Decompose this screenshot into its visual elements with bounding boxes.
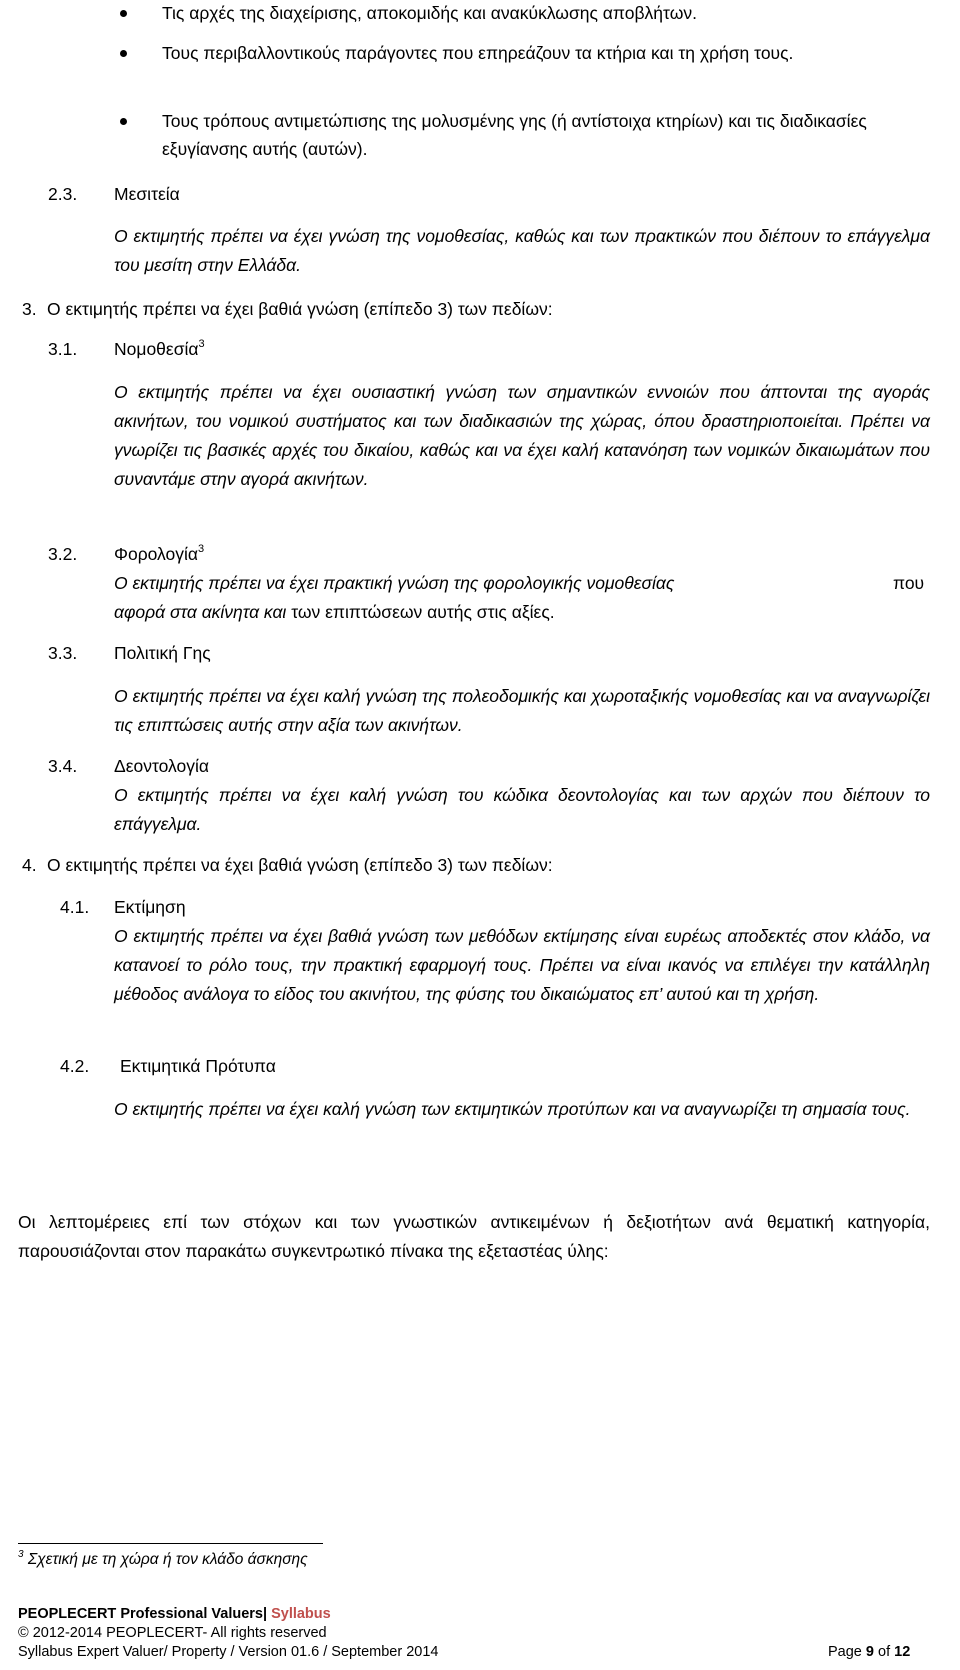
section-title: Μεσιτεία (114, 184, 180, 204)
section-title: Εκτίμηση (114, 897, 186, 917)
footer-copyright: © 2012-2014 PEOPLECERT- All rights reserved (18, 1625, 327, 1641)
bullet-icon (120, 118, 127, 125)
section-title: Νομοθεσία$^3$ (114, 338, 205, 359)
section-body: Ο εκτιμητής πρέπει να έχει καλή γνώση του κώδικα δεοντολογίας και των αρχών που διέπουν το επάγγελμα. (114, 785, 930, 834)
section-body-line: Ο εκτιμητής πρέπει να έχει πρακτική γνώση της φορολογικής νομοθεσίας (114, 573, 675, 593)
section-body: Ο εκτιμητής πρέπει να έχει βαθιά γνώση των μεθόδων εκτίμησης είναι ευρέως αποδεκτές στον κλάδο, να κατανοεί το ρόλο τους, την πρακτική εφαρμογή τους. Πρέπει να είναι ικανός να επιλέγει την κατάλληλη μέθοδος ανάλογα το είδος του ακινήτου, της φύσης του δικαιώματος επ’ αυτού και τη χρήση. (114, 926, 930, 1004)
section-body-line: αφορά στα ακίνητα και των επιπτώσεων αυτής στις αξίες. (114, 602, 555, 622)
footnote: $^3$ Σχετική με τη χώρα ή τον κλάδο άσκησης (18, 1548, 308, 1568)
bullet-icon (120, 10, 127, 17)
footer-brand-line: PEOPLECERT Professional Valuers| Syllabus (18, 1606, 331, 1622)
footnote-separator (18, 1543, 323, 1544)
section-title: Ο εκτιμητής πρέπει να έχει βαθιά γνώση (επίπεδο 3) των πεδίων: (47, 855, 553, 875)
section-title: Εκτιμητικά Πρότυπα (120, 1056, 276, 1076)
bullet-item: Τους τρόπους αντιμετώπισης της μολυσμένης γης (ή αντίστοιχα κτηρίων) και τις διαδικασίες εξυγίανσης αυτής (αυτών). (162, 111, 867, 159)
bullet-icon (120, 50, 127, 57)
footnote-ref: 3 (198, 543, 205, 556)
section-number: 2.3. (48, 184, 78, 204)
footer-doc-info: Syllabus Expert Valuer/ Property / Version 01.6 / September 2014 (18, 1644, 439, 1660)
section-body: Ο εκτιμητής πρέπει να έχει καλή γνώση των εκτιμητικών προτύπων και να αναγνωρίζει τη σημασία τους. (114, 1099, 911, 1119)
section-body-line-end: που (893, 573, 925, 593)
section-number: 4.1. (60, 897, 90, 917)
section-body: Ο εκτιμητής πρέπει να έχει ουσιαστική γνώση των σημαντικών εννοιών που άπτονται της αγοράς ακινήτων, του νομικού συστήματος και των διαδικασιών της χώρας, όπου δραστηριοποιείται. Πρέπει να γνωρίζει τις βασικές αρχές του δικαίου, καθώς και να έχει καλή κατανόηση των νομικών δικαιωμάτων που συναντάμε στην αγορά ακινήτων. (114, 382, 930, 489)
section-title: Ο εκτιμητής πρέπει να έχει βαθιά γνώση (επίπεδο 3) των πεδίων: (47, 299, 553, 319)
footnote-ref: 3 (198, 338, 205, 351)
section-number: 3.2. (48, 544, 78, 564)
section-title: Φορολογία$^3$ (114, 543, 205, 564)
closing-paragraph: Οι λεπτομέρειες επί των στόχων και των γνωστικών αντικειμένων ή δεξιοτήτων ανά θεματική κατηγορία, παρουσιάζονται στον παρακάτω συγκεντρωτικό πίνακα της εξεταστέας ύλης: (18, 1212, 930, 1261)
section-number: 3.4. (48, 756, 78, 776)
bullet-item: Τις αρχές της διαχείρισης, αποκομιδής και ανακύκλωσης αποβλήτων. (162, 3, 697, 23)
section-number: 3. (22, 299, 37, 319)
section-body: Ο εκτιμητής πρέπει να έχει γνώση της νομοθεσίας, καθώς και των πρακτικών που διέπουν το επάγγελμα του μεσίτη στην Ελλάδα. (114, 226, 930, 275)
section-number: 4.2. (60, 1056, 90, 1076)
page-indicator: Page 9 of 12 (828, 1644, 911, 1660)
section-number: 4. (22, 855, 37, 875)
section-number: 3.1. (48, 339, 78, 359)
section-title: Πολιτική Γης (114, 643, 211, 663)
section-number: 3.3. (48, 643, 78, 663)
bullet-item: Τους περιβαλλοντικούς παράγοντες που επηρεάζουν τα κτήρια και τη χρήση τους. (162, 43, 794, 63)
footnote-mark: 3 (18, 1548, 24, 1560)
section-title: Δεοντολογία (114, 756, 210, 776)
section-body: Ο εκτιμητής πρέπει να έχει καλή γνώση της πολεοδομικής και χωροταξικής νομοθεσίας και να αναγνωρίζει τις επιπτώσεις αυτής στην αξία των ακινήτων. (114, 686, 930, 735)
